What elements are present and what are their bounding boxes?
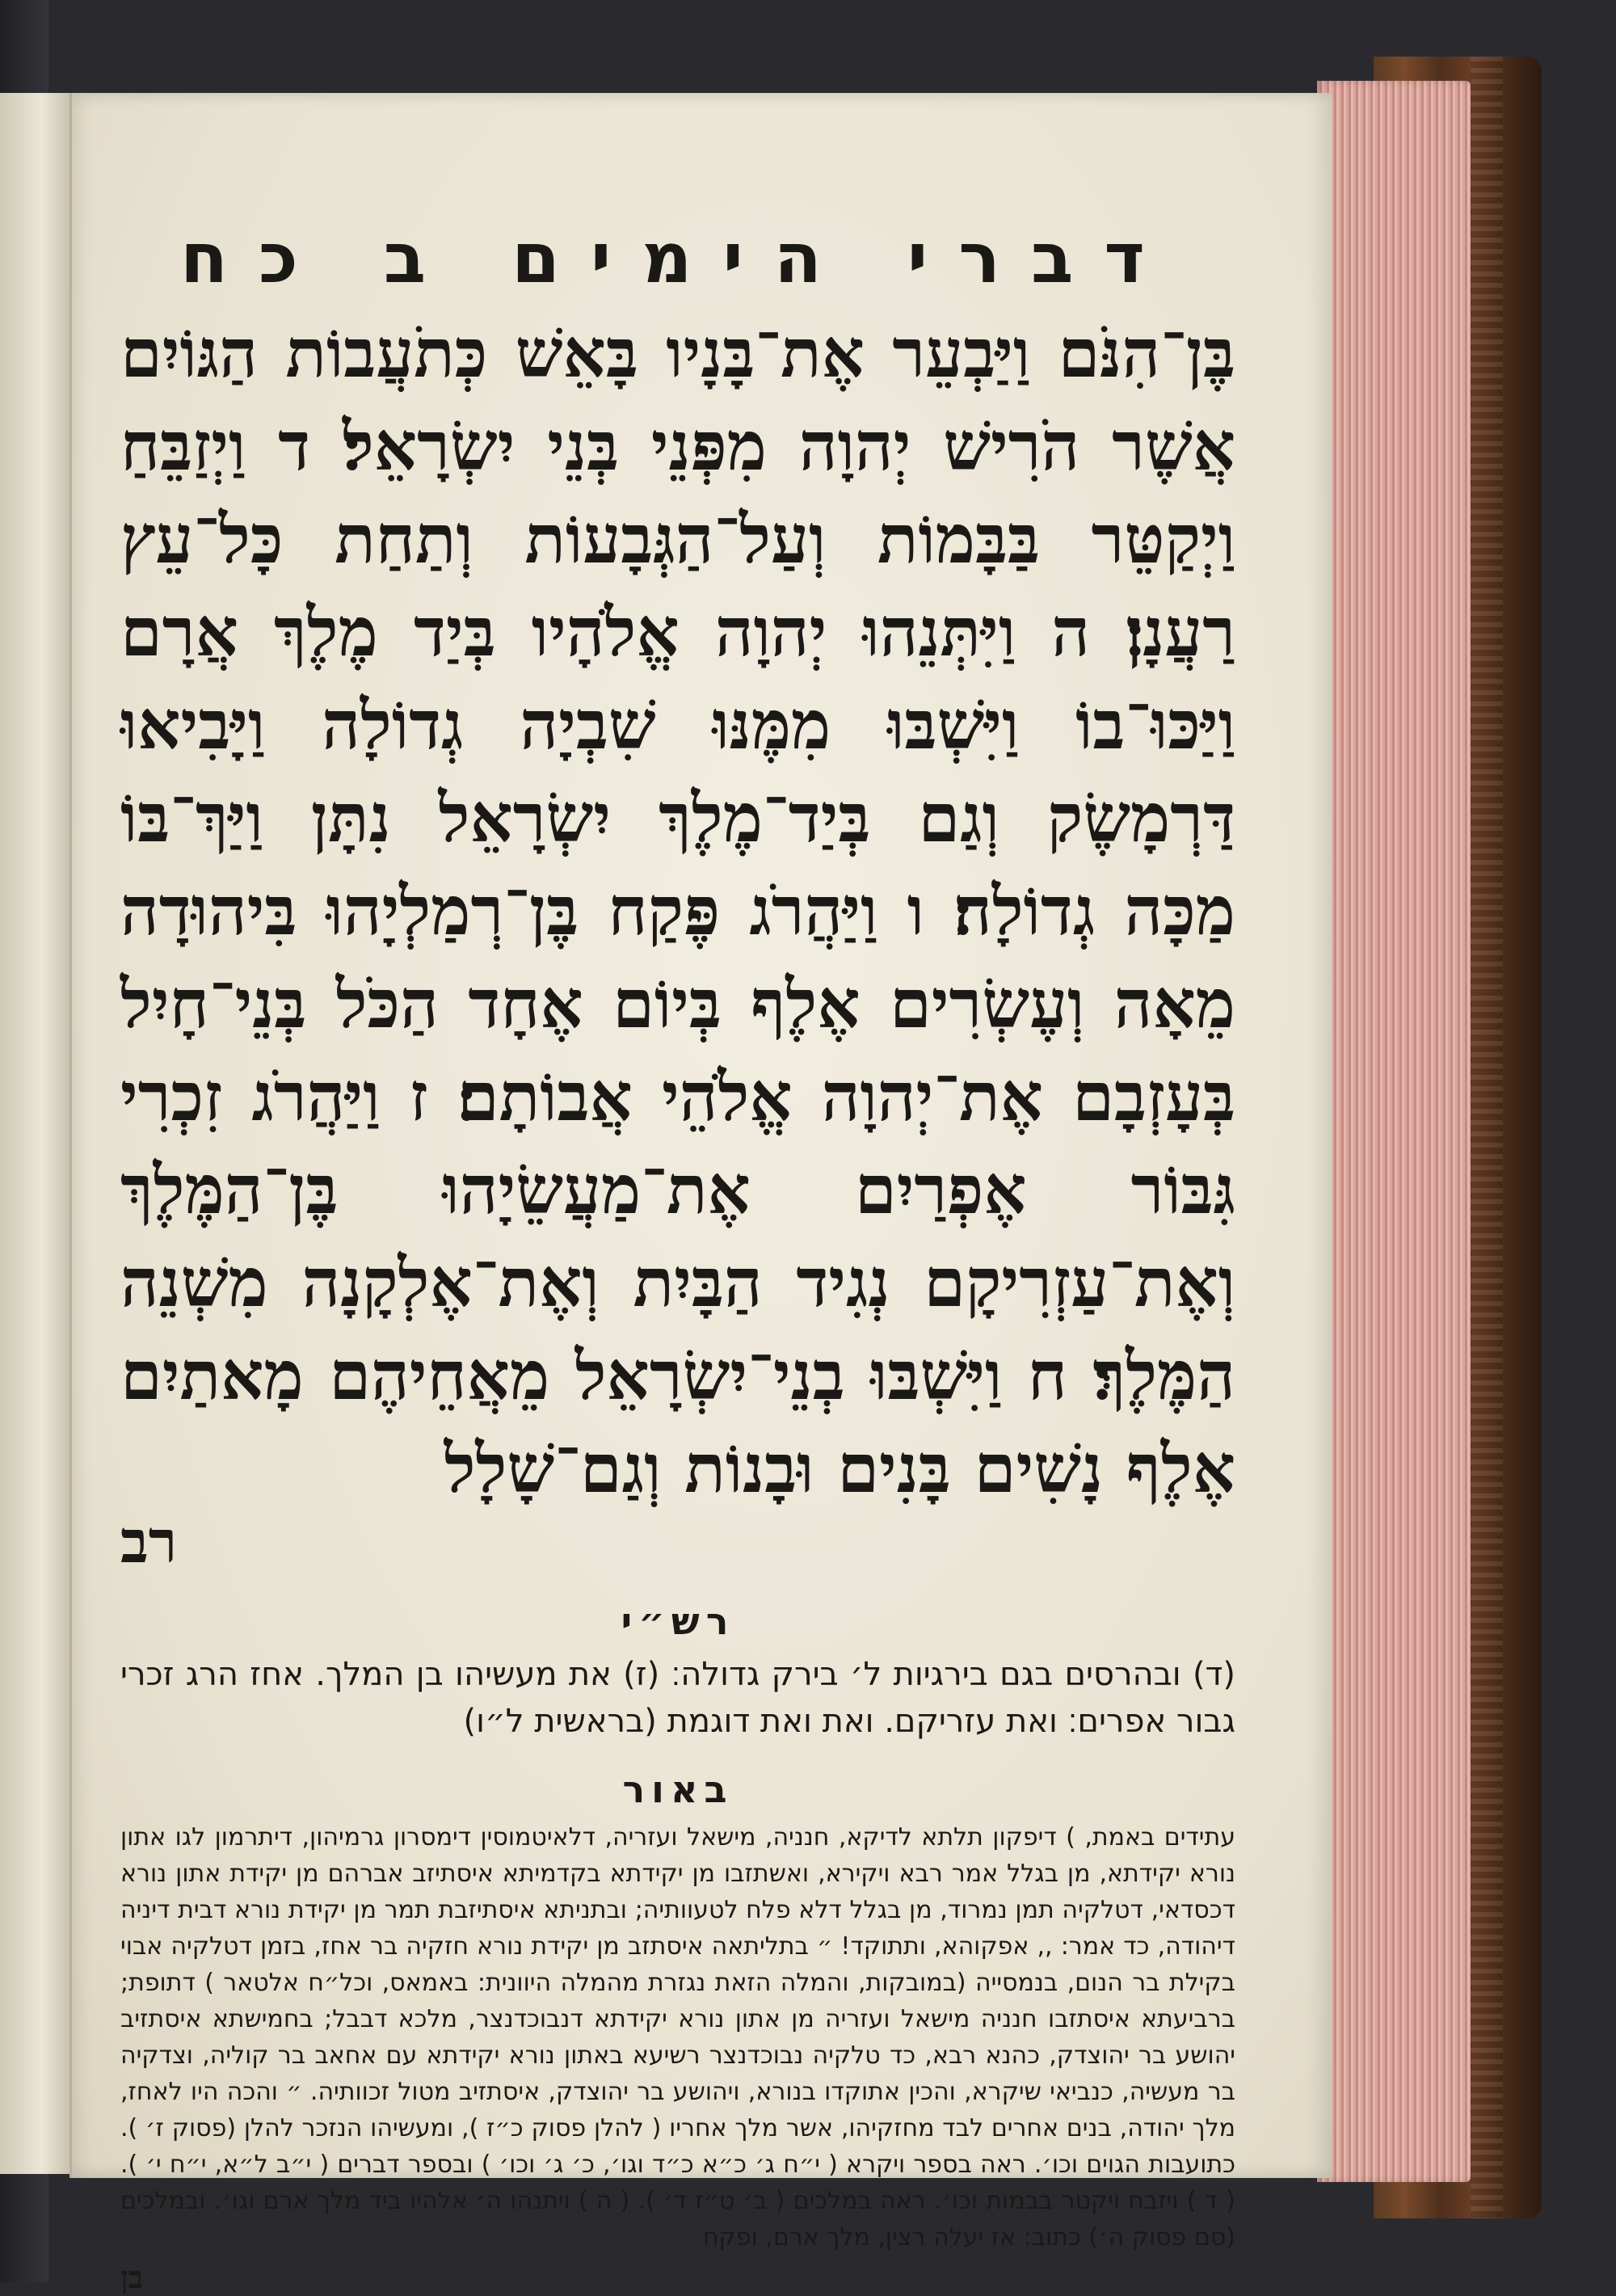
catchword-foot: בן [120,2259,143,2295]
facing-page-edge [0,93,71,2174]
beur-commentary [120,1819,1235,2256]
rashi-paragraph: (ד) ובהרסים בגם בירגיות ל׳ בירק גדולה׃ (ז) את מעשיהו בן המלך. אחז הרג זכרי גבור אפרים׃ ואת עזריקם. ואת ואת דוגמת (בראשית ל״ו) [120,1656,1235,1740]
rashi-commentary [120,1651,1235,1745]
page-edges [1317,81,1471,2182]
beur-paragraph: עתידים באמת, ) דיפקון תלתא לדיקא, חנניה, מישאל ועזריה, דלאיטמוסין דימסרון גרמיהון, דיתרמון לגו אתון נורא יקידתא, מן בגלל אמר רבא ויקירא, ואשתזבו מן יקידתא בקדמיתא איסתיזב אברהם מן יקידת אתון נורא דכסדאי, דטלקיה תמן נמרוד, מן בגלל דלא פלח לטעוותיה; ובתניתא איסתיזבת תמר מן יקידת נורא דבית דיניה דיהודה, כד אמר: ,, אפקוהא, ותתוקד! ״ בתליתאה איסתזב מן יקידת נורא חזקיה בר אחז, בזמן דטלקיה אבוי בקילת בר הנום, בנמסייה (במובקות, והמלה הזאת נגזרת מהמלה היוונית: באמאס, וכל״ח אלטאר ) דתופת; ברביעתא איסתזבו חנניה מישאל ועזריה מן אתון נורא יקידתא דנבוכדנצר, מלכא דבבל; בחמישתא איסתזיב יהושע בר יהוצדק, כהנא רבא, כד טלקיה נבוכדנצר רשיעא באתון נורא יקידתא עם אחאב בר קוליה, וצדקיה בר מעשיה, כנביאי שיקרא, והכין אתוקדו בנורא, ויהושע בר יהוצדק, איסתזיב מטול זכוותיה. ״ והכה היו לאחז, מלך יהודה, בנים אחרים לבד מחזקיהו, אשר מלך אחריו ( להלן פסוק כ״ז ), ומעשיהו הנזכר להלן (פסוק ז׳ ). כתועבות הגוים וכו׳. ראה בספר ויקרא ( י״ח ג׳ כ״א כ״ד וגו׳, כ׳ ג׳ וכו׳ ) ובספר דברים ( י״ב ל״א, י״ח י׳ ). ( ד ) ויזבח ויקטר בבמות וכו׳. ראה במלכים ( ב׳ ט״ז ד׳ ). ( ה ) ויתנהו ה׳ אלהיו ביד מלך ארם וגו׳. ובמלכים (סם פסוק ה׳) כתוב: אז יעלה רצין, מלך ארם, ופקח [120,1823,1235,2252]
main-text-paragraph: בֶּן־הִנֹּם וַיַּבְעֵר אֶת־בָּנָיו בָּאֵשׁ כְּתֹעֲבוֹת הַגּוֹיִם אֲשֶׁר הֹרִישׁ יְהוָה מִפְּנֵי בְּנֵי יִשְׂרָאֵל׃ ד וַיְזַבֵּחַ וַיְקַטֵּר בַּבָּמוֹת וְעַל־הַגְּבָעוֹת וְתַחַת כָּל־עֵץ רַעֲנָן׃ ה וַיִּתְּנֵהוּ יְהוָה אֱלֹהָיו בְּיַד מֶלֶךְ אֲרָם וַיַּכּוּ־בוֹ וַיִּשְׁבּוּ מִמֶּנּוּ שִׁבְיָה גְדוֹלָה וַיָּבִיאוּ דַּרְמָשֶׂק וְגַם בְּיַד־מֶלֶךְ יִשְׂרָאֵל נִתָּן וַיַּךְ־בּוֹ מַכָּה גְדוֹלָה׃ ו וַיַּהֲרֹג פֶּקַח בֶּן־רְמַלְיָהוּ בִּיהוּדָה מֵאָה וְעֶשְׂרִים אֶלֶף בְּיוֹם אֶחָד הַכֹּל בְּנֵי־חָיִל בְּעָזְבָם אֶת־יְהוָה אֱלֹהֵי אֲבוֹתָם׃ ז וַיַּהֲרֹג זִכְרִי גִּבּוֹר אֶפְרַיִם אֶת־מַעֲשֵׂיָהוּ בֶּן־הַמֶּלֶךְ וְאֶת־עַזְרִיקָם נְגִיד הַבָּיִת וְאֶת־אֶלְקָנָה מִשְׁנֵה הַמֶּלֶךְ׃ ח וַיִּשְׁבּוּ בְנֵי־יִשְׂרָאֵל מֵאֲחֵיהֶם מָאתַיִם אֶלֶף נָשִׁים בָּנִים וּבָנוֹת וְגַם־שָׁלָל [120,314,1235,1508]
book-page [69,93,1332,2295]
rashi-title: רש״י [621,1599,735,1643]
page-content [120,218,1235,2296]
beur-title: באור [622,1767,734,1811]
main-biblical-text [120,307,1235,1515]
catchword-main: רב [120,1507,178,1576]
running-head: דברי הימים ב כח [179,218,1176,299]
